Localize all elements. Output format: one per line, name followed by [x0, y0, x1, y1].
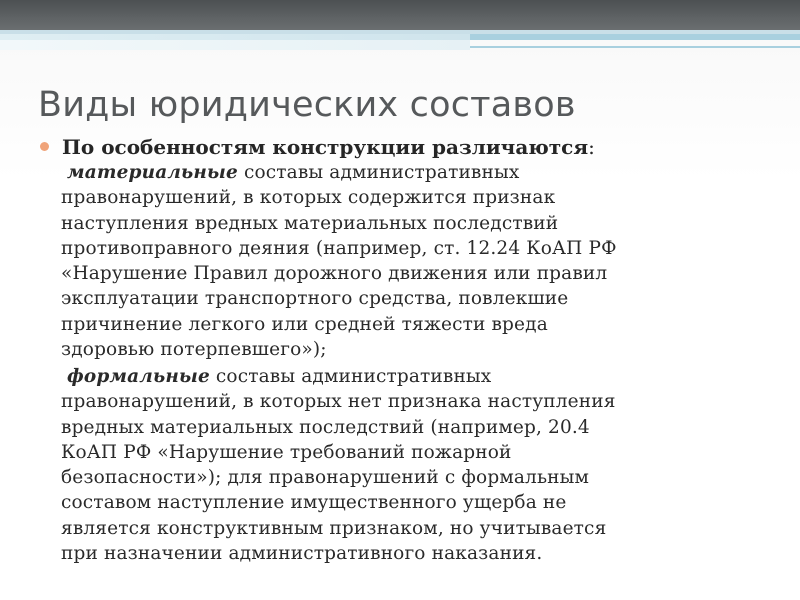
paragraph-line: при назначении административного наказания.	[61, 543, 543, 565]
paragraph-line: здоровью потерпевшего»);	[61, 339, 327, 361]
paragraph-line: правонарушений, в которых нет признака наступления	[61, 391, 616, 413]
header-light-band	[0, 40, 470, 50]
paragraph-line: является конструктивным признаком, но учитывается	[61, 517, 607, 539]
paragraph-material	[61, 160, 791, 362]
paragraph-line: наступления вредных материальных последствий	[61, 212, 559, 234]
bullet-item	[40, 135, 780, 159]
paragraph-line: «Нарушение Правил дорожного движения или правил	[61, 263, 608, 285]
paragraph-line: противоправного деяния (например, ст. 12.24 КоАП РФ	[61, 237, 617, 259]
paragraph-line: вредных материальных последствий (например, 20.4	[61, 416, 590, 438]
paragraph-line: эксплуатации транспортного средства, повлекшие	[61, 288, 569, 310]
paragraph-line: причинение легкого или средней тяжести вреда	[61, 313, 548, 335]
bullet-heading: По особенностям конструкции различаются	[62, 135, 589, 159]
paragraph-text: составы административных	[237, 162, 520, 183]
paragraph-text: составы административных	[209, 366, 492, 387]
header-bar	[0, 0, 800, 30]
paragraph-formal	[61, 364, 791, 566]
paragraph-line: КоАП РФ «Нарушение требований пожарной	[61, 441, 512, 463]
paragraph-line	[61, 160, 791, 185]
bullet-suffix: :	[588, 135, 595, 159]
paragraph-line	[61, 364, 791, 389]
slide-title: Виды юридических составов	[38, 85, 576, 125]
bullet-dot-icon	[40, 142, 49, 151]
header-accent-thin	[470, 46, 800, 48]
term-formal: формальные	[67, 366, 210, 387]
term-material: материальные	[67, 162, 238, 183]
header-accent-right	[470, 34, 800, 40]
paragraph-line: составом наступление имущественного ущерба не	[61, 492, 567, 514]
paragraph-line: правонарушений, в которых содержится признак	[61, 187, 556, 209]
paragraph-line: безопасности»); для правонарушений с формальным	[61, 467, 590, 489]
